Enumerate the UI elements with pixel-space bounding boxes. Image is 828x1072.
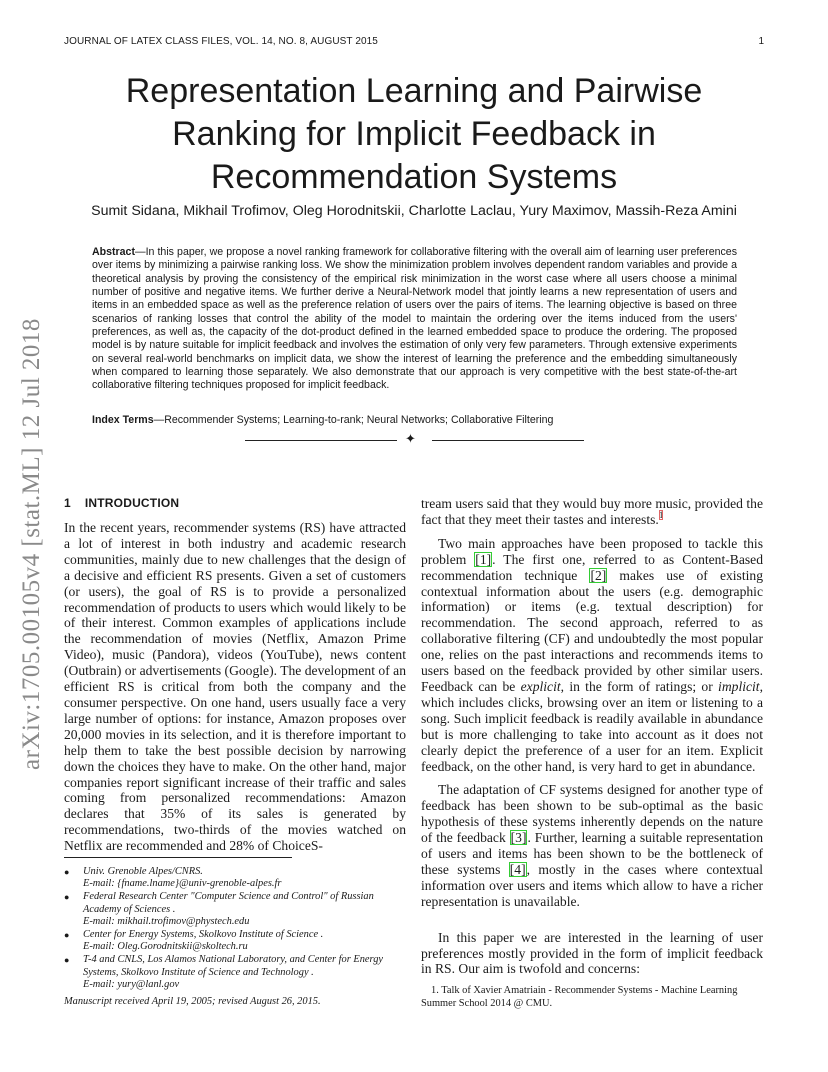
- affiliation-line: Systems, Skolkovo Institute of Science and Technology .: [83, 966, 314, 978]
- bullet-icon: ●: [64, 955, 70, 966]
- intro-paragraph-3: [421, 782, 763, 909]
- separator-rule-right: [432, 440, 584, 441]
- footnote-1: [421, 985, 766, 1010]
- page-number: 1: [758, 36, 764, 47]
- left-column: [64, 520, 406, 854]
- affiliation-list: [64, 866, 412, 992]
- bullet-icon: ●: [64, 930, 70, 941]
- paragraph-text: , in the form of ratings; or: [560, 678, 719, 694]
- intro-paragraph-2: [421, 536, 763, 775]
- paragraph-text: makes use of existing contextual information about the users (e.g. demographic information) or items (e.g. textual description) for recommendation. The second approach, referred to as collaborative filtering (CF) and undoubtedly the most popular one, relies on the past interactions and recommends items to users based on the feedback provided by other similar users. Feedback can be: [421, 567, 763, 694]
- emphasis-explicit: explicit: [520, 678, 561, 694]
- citation-link-1[interactable]: [1]: [475, 551, 492, 567]
- footnote-link-1[interactable]: 1: [658, 510, 664, 521]
- paragraph-text: , which includes clicks, browsing over an item or listening to a song. Such implicit feedback is readily available in abundance but is more challenging to take into account as it does not clearly depict the preference of a user for an item. Explicit feedback, on the other hand, is very hard to get in abundance.: [421, 678, 763, 774]
- affiliation-email: E-mail: yury@lanl.gov: [83, 978, 180, 990]
- index-terms-label: Index Terms: [92, 414, 154, 426]
- citation-link-4[interactable]: [4]: [509, 861, 526, 877]
- arxiv-identifier-stamp: arXiv:1705.00105v4 [stat.ML] 12 Jul 2018: [18, 318, 45, 770]
- index-terms: [92, 414, 737, 427]
- abstract: [92, 246, 737, 393]
- affiliation-line: Federal Research Center "Computer Science and Control" of Russian: [83, 891, 374, 903]
- section-number: 1: [64, 496, 71, 510]
- bullet-icon: ●: [64, 892, 70, 903]
- paragraph-text: , mostly in the cases where contextual information over users and items which allow to have a richer representation is unavailable.: [421, 861, 763, 909]
- paragraph-text: . The first one, referred to as Content-Based recommendation technique: [421, 551, 763, 583]
- intro-paragraph-1-continued: [421, 496, 763, 528]
- author-list: Sumit Sidana, Mikhail Trofimov, Oleg Horodnitskii, Charlotte Laclau, Yury Maximov, Massih-Reza Amini: [91, 203, 737, 219]
- footnote-rule: [64, 857, 292, 858]
- paragraph-text: The adaptation of CF systems designed for another type of feedback has been shown to be sub-optimal as the basic hypothesis of these systems inherently depends on the nature of the feedback: [421, 782, 763, 846]
- affiliation-line: T-4 and CNLS, Los Alamos National Laboratory, and Center for Energy: [83, 954, 384, 966]
- affiliation-line: Center for Energy Systems, Skolkovo Institute of Science .: [83, 929, 324, 941]
- footnote-number: 1.: [431, 985, 439, 996]
- affiliation-line: Academy of Sciences .: [83, 903, 176, 915]
- affiliation-item: [64, 954, 412, 991]
- affiliation-email: E-mail: mikhail.trofimov@phystech.edu: [83, 915, 250, 927]
- right-column: [421, 496, 763, 977]
- section-heading-introduction: [64, 496, 179, 510]
- paragraph-text: . Further, learning a suitable representation of users and items has been shown to be the bottleneck of these systems: [421, 830, 763, 877]
- citation-link-3[interactable]: [3]: [510, 830, 527, 846]
- running-header-journal: JOURNAL OF LATEX CLASS FILES, VOL. 14, NO. 8, AUGUST 2015: [64, 36, 378, 47]
- separator-rule-left: [245, 440, 397, 441]
- bullet-icon: ●: [64, 867, 70, 877]
- section-title: INTRODUCTION: [84, 496, 180, 510]
- paper-title: Representation Learning and Pairwise Ranking for Implicit Feedback in Recommendation Systems: [125, 72, 703, 196]
- index-terms-text: —Recommender Systems; Learning-to-rank; Neural Networks; Collaborative Filtering: [153, 414, 554, 426]
- paragraph-text: Two main approaches have been proposed to tackle this problem: [421, 535, 763, 567]
- abstract-label: Abstract: [92, 246, 135, 258]
- affiliation-email: E-mail: Oleg.Gorodnitskii@skoltech.ru: [83, 941, 248, 953]
- footnote-text: Talk of Xavier Amatriain - Recommender Systems - Machine Learning Summer School 2014 @ CMU.: [421, 985, 738, 1009]
- emphasis-implicit: implicit: [718, 678, 760, 694]
- affiliation-item: [64, 929, 412, 953]
- affiliation-email: E-mail: {fname.lname}@univ-grenoble-alpes.fr: [83, 878, 282, 890]
- citation-link-2[interactable]: [2]: [590, 567, 607, 583]
- manuscript-received-note: Manuscript received April 19, 2005; revised August 26, 2015.: [64, 996, 321, 1007]
- intro-paragraph-1: In the recent years, recommender systems (RS) have attracted a lot of interest in both industry and academic research communities, mainly due to new challenges that the design of a decisive and efficient RS presents. Given a set of customers (or users), the goal of RS is to provide a personalized recommendation of products to users which would likely to be of their interest. Common examples of applications include the recommendation of movies (Netflix, Amazon Prime Video), music (Pandora), videos (YouTube), news content (Outbrain) or advertisements (Google). The development of an efficient RS is critical from both the company and the consumer perspective. On one hand, users usually face a very large number of options: for instance, Amazon proposes over 20,000 movies in its selection, and it is therefore important to help them to take the best possible decision by narrowing down the choices they have to make. On the other hand, major companies report significant increase of their traffic and sales coming from personalized recommendations: Amazon declares that 35% of its sales is generated by recommendations, two-thirds of the movies watched on Netflix are recommended and 28% of ChoiceS-: [64, 520, 406, 854]
- affiliation-item: [64, 891, 412, 928]
- separator-diamond-icon: ✦: [405, 431, 416, 446]
- paragraph-text: tream users said that they would buy more music, provided the fact that they meet their tastes and interests.: [421, 496, 763, 527]
- affiliation-item: [64, 866, 412, 890]
- intro-paragraph-4: In this paper we are interested in the learning of user preferences mostly provided in the form of implicit feedback in RS. Our aim is twofold and concerns:: [421, 929, 763, 977]
- abstract-text: —In this paper, we propose a novel ranking framework for collaborative filtering with the overall aim of learning user preferences over items by minimizing a pairwise ranking loss. We show the minimization problem involves dependent random variables and provide a theoretical analysis by proving the consistency of the empirical risk minimization in the worst case where all users choose a minimal number of positive and negative items. We further derive a Neural-Network model that jointly learns a new representation of users and items in an embedded space as well as the preference relation of users over the pairs of items. The learning objective is based on three scenarios of ranking losses that control the ability of the model to maintain the ordering over the items induced from the users' preferences, as well as, the capacity of the dot-product defined in the learned embedded space to produce the ordering. The proposed model is by nature suitable for implicit feedback and involves the estimation of only very few parameters. Through extensive experiments on several real-world benchmarks on implicit data, we show the interest of learning the preference and the embedding simultaneously when compared to learning those separately. We also demonstrate that our approach is very competitive with the best state-of-the-art collaborative filtering techniques proposed for implicit feedback.: [92, 246, 737, 392]
- affiliation-line: Univ. Grenoble Alpes/CNRS.: [83, 866, 203, 877]
